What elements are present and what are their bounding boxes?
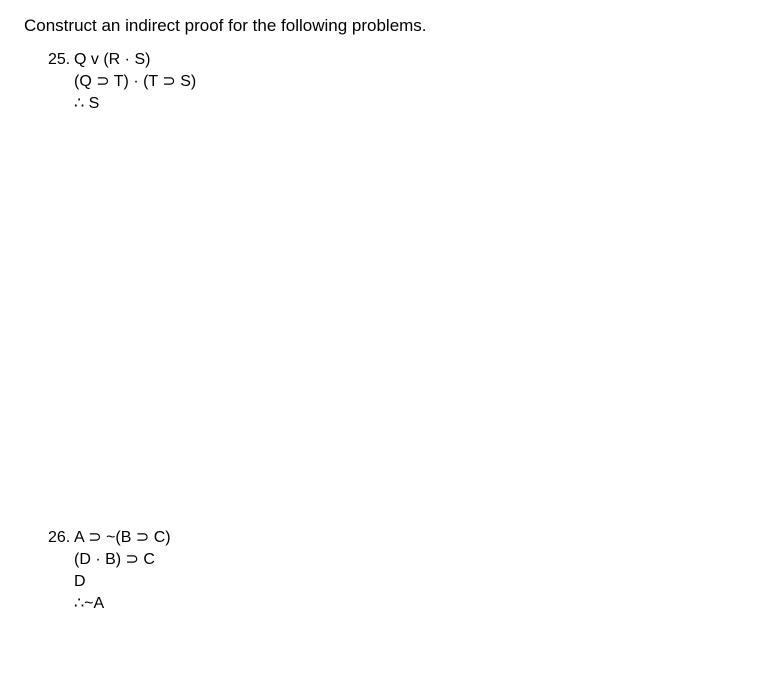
instructions-text: Construct an indirect proof for the following problems.: [24, 16, 427, 35]
problem-26: [48, 527, 171, 615]
premise-line: (D · B) ⊃ C: [74, 551, 155, 568]
premise-text: Q v (R · S): [74, 51, 151, 68]
premise-line: [48, 527, 171, 549]
premise-text: A ⊃ ~(B ⊃ C): [74, 529, 171, 546]
premise-line: (Q ⊃ T) · (T ⊃ S): [74, 73, 197, 90]
problem-25: [48, 49, 196, 115]
problem-number: 25.: [48, 51, 71, 68]
conclusion-line: ∴~A: [74, 595, 105, 612]
premise-line: [48, 49, 196, 71]
problem-number: 26.: [48, 529, 71, 546]
conclusion-line: ∴ S: [74, 95, 100, 112]
premise-line: D: [74, 573, 86, 590]
